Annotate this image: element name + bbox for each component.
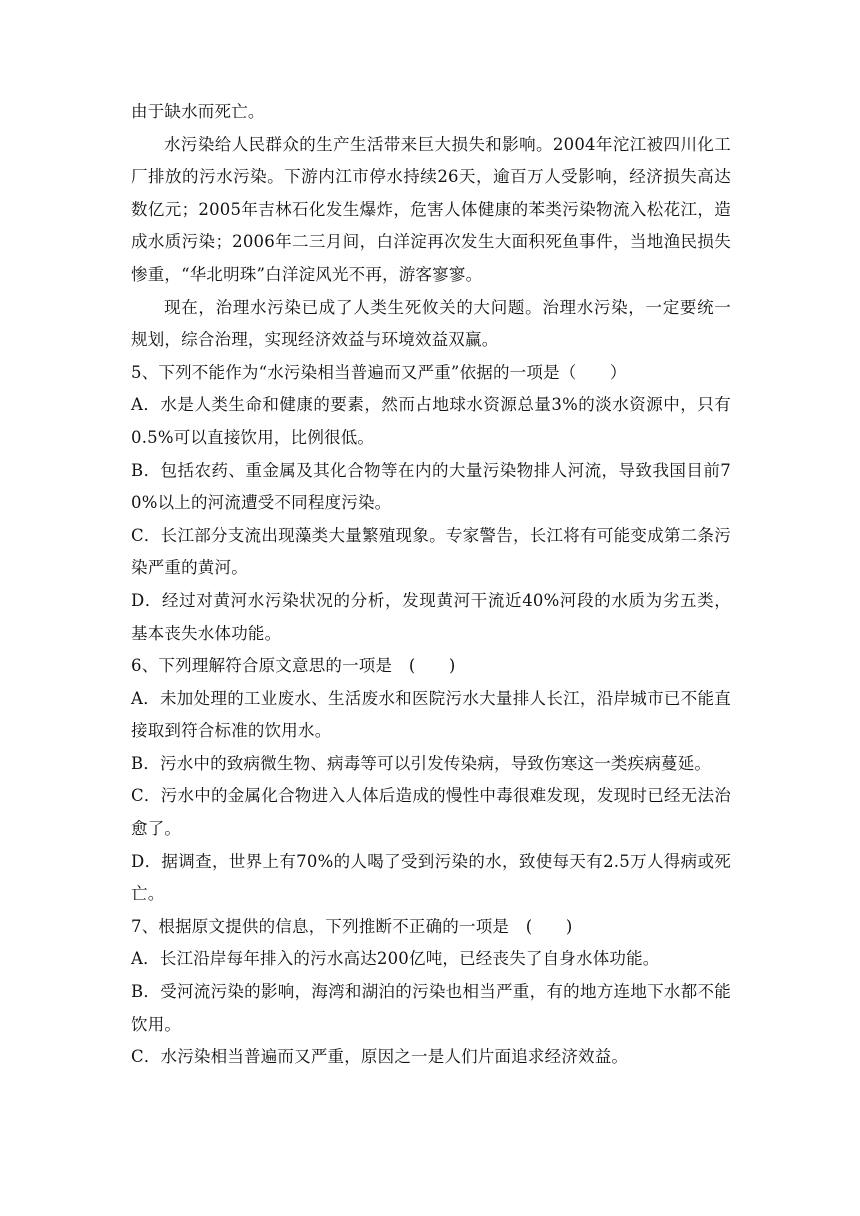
question-option-d: D．据调查，世界上有70%的人喝了受到污染的水，致使每天有2.5万人得病或死亡。 bbox=[131, 851, 731, 904]
question-option-b: B．包括农药、重金属及其化合物等在内的大量污染物排人河流，导致我国目前70%以上的河流遭受不同程度污染。 bbox=[131, 460, 731, 513]
question-option-a: A．水是人类生命和健康的要素，然而占地球水资源总量3%的淡水资源中，只有0.5%可以直接饮用，比例很低。 bbox=[131, 395, 731, 447]
question-option-c: C．污水中的金属化合物进入人体后造成的慢性中毒很难发现，发现时已经无法治愈了。 bbox=[131, 786, 731, 839]
question-7 bbox=[131, 911, 731, 1074]
question-option-c: C．长江部分支流出现藻类大量繁殖现象。专家警告，长江将有可能变成第二条污染严重的黄河。 bbox=[131, 525, 731, 578]
question-option-b: B．污水中的致病微生物、病毒等可以引发传染病，导致伤寒这一类疾病蔓延。 bbox=[131, 753, 712, 773]
question-option-b: B．受河流污染的影响，海湾和湖泊的污染也相当严重，有的地方连地下水都不能饮用。 bbox=[131, 982, 731, 1034]
question-option-c: C．水污染相当普遍而又严重，原因之一是人们片面追求经济效益。 bbox=[131, 1047, 629, 1067]
question-stem: 7、根据原文提供的信息，下列推断不正确的一项是 ( ) bbox=[131, 916, 573, 936]
question-stem: 6、下列理解符合原文意思的一项是 ( ) bbox=[131, 656, 456, 676]
document-body bbox=[131, 96, 731, 1074]
question-option-d: D．经过对黄河水污染状况的分析，发现黄河干流近40%河段的水质为劣五类，基本丧失水体功能。 bbox=[131, 590, 731, 643]
paragraph-continuation: 由于缺水而死亡。 bbox=[131, 102, 265, 121]
question-6 bbox=[131, 650, 731, 911]
question-option-a: A．长江沿岸每年排入的污水高达200亿吨，已经丧失了自身水体功能。 bbox=[131, 949, 660, 969]
paragraph-water-pollution-impact: 水污染给人民群众的生产生活带来巨大损失和影响。2004年沱江被四川化工厂排放的污水污染。下游内江市停水持续26天，逾百万人受影响，经济损失高达数亿元；2005年吉林石化发生爆炸，危害人体健康的苯类污染物流入松花江，造成水质污染；2006年二三月间，白洋淀再次发生大面积死鱼事件，当地渔民损失惨重，“华北明珠”白洋淀风光不再，游客寥寥。 bbox=[131, 134, 731, 284]
question-5 bbox=[131, 357, 731, 650]
question-option-a: A．未加处理的工业废水、生活废水和医院污水大量排人长江，沿岸城市已不能直接取到符合标准的饮用水。 bbox=[131, 688, 731, 741]
question-stem: 5、下列不能作为“水污染相当普遍而又严重”依据的一项是（ ） bbox=[131, 362, 627, 382]
paragraph-pollution-governance: 现在，治理水污染已成了人类生死攸关的大问题。治理水污染，一定要统一规划，综合治理，实现经济效益与环境效益双赢。 bbox=[131, 297, 731, 350]
